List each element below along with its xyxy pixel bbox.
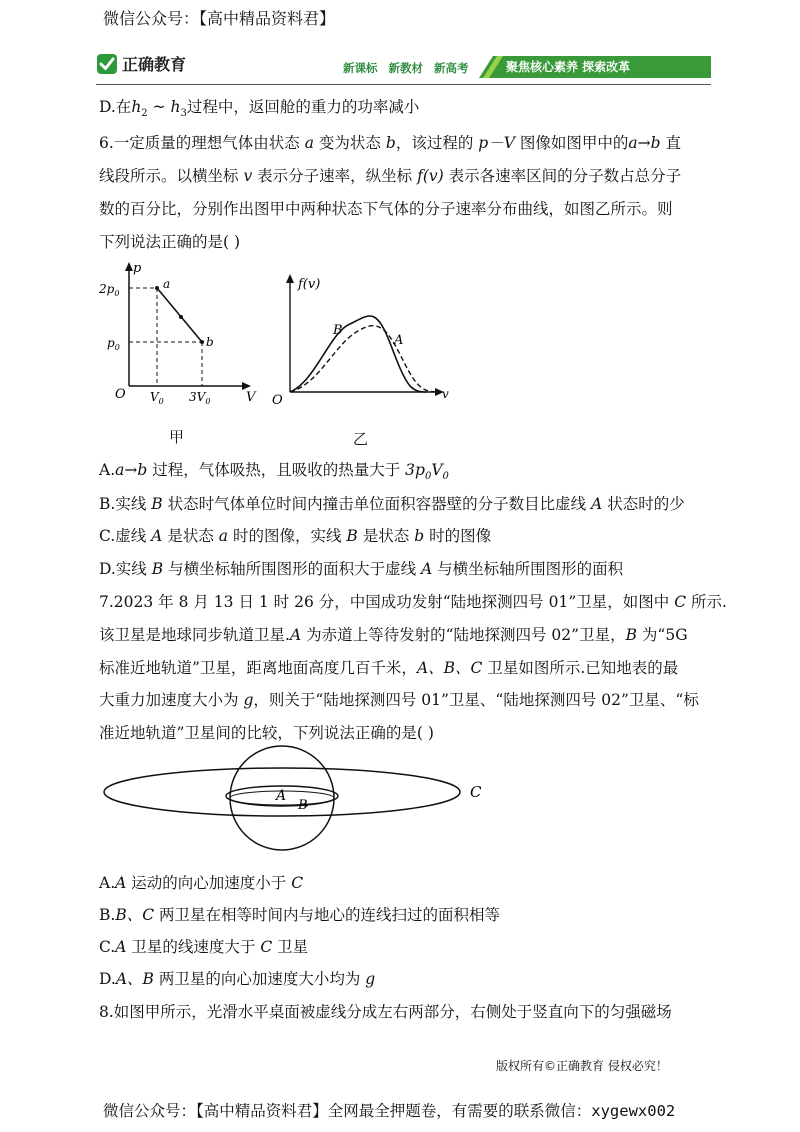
pv-tick-2p0: $2p_0$ [99, 282, 120, 298]
q7-stem-line-5: 准近地轨道”卫星间的比较，下列说法正确的是( ) [99, 724, 434, 742]
fv-y-arrow [286, 274, 294, 283]
q6-stem-line-4: 下列说法正确的是( ) [99, 233, 241, 251]
tag-new-curriculum: 新课标 [343, 61, 378, 75]
fv-origin: O [272, 393, 283, 408]
curve-a-dashed [290, 326, 440, 392]
brand-name: 正确教育 [122, 55, 187, 74]
top-wechat-notice: 微信公众号：【高中精品资料君】 [103, 9, 336, 28]
pv-y-arrow [125, 262, 133, 271]
fig1-caption: 甲 [169, 428, 185, 446]
pv-x-arrow [242, 382, 251, 390]
checkmark-icon [96, 53, 118, 75]
header-banner-text: 聚焦核心素养 探索改革 [506, 60, 631, 74]
q5-option-d: D.在$h_2$ ~ $h_3$过程中，返回舱的重力的功率减小 [99, 98, 420, 120]
q7-stem-line-2: 该卫星是地球同步轨道卫星.A 为赤道上等待发射的“陆地探测四号 02”卫星，B 为“5G [99, 626, 688, 644]
pv-tick-p0: $p_0$ [107, 336, 120, 352]
q6-stem-line-2: 线段所示。以横坐标 v 表示分子速率，纵坐标 f(v) 表示各速率区间的分子数占总分子 [99, 167, 682, 185]
q6-stem-line-1: 6.一定质量的理想气体由状态 a 变为状态 b，该过程的 p－V 图像如图甲中的a→b 直 [99, 134, 681, 152]
curve-b-solid [290, 316, 426, 392]
tag-new-exam: 新高考 [434, 61, 469, 75]
header-tags [343, 60, 476, 76]
wechat-id: xygewx002 [591, 1102, 676, 1120]
pv-midpoint [179, 315, 183, 319]
q7-option-a: A.A 运动的向心加速度小于 C [99, 874, 304, 892]
footer-wechat-notice: 微信公众号：【高中精品资料君】全网最全押题卷，有需要的联系微信：xygewx002 [103, 1102, 676, 1120]
q8-stem-line-1: 8.如图甲所示，光滑水平桌面被虚线分成左右两部分，右侧处于竖直向下的匀强磁场 [99, 1003, 672, 1021]
pv-segment-ab [157, 288, 202, 342]
page-header [96, 48, 711, 84]
q6-stem-line-3: 数的百分比，分别作出图甲中两种状态下气体的分子速率分布曲线，如图乙所示。则 [99, 200, 673, 218]
q7-option-d: D.A、B 两卫星的向心加速度大小均为 g [99, 970, 376, 988]
fv-label-A: A [394, 333, 404, 348]
q6-option-a: A.a→b 过程，气体吸热，且吸收的热量大于 $3p_0V_0$ [99, 461, 449, 483]
tag-new-textbook: 新教材 [388, 61, 424, 75]
fv-x-label: v [442, 387, 449, 401]
q6-option-d: D.实线 B 与横坐标轴所围图形的面积大于虚线 A 与横坐标轴所围图形的面积 [99, 560, 624, 578]
speed-distribution-figure [270, 272, 460, 412]
q7-option-b: B.B、C 两卫星在相等时间内与地心的连线扫过的面积相等 [99, 906, 501, 924]
q6-option-c: C.虚线 A 是状态 a 时的图像，实线 B 是状态 b 时的图像 [99, 527, 492, 545]
header-divider [96, 84, 711, 85]
q6-option-b: B.实线 B 状态时气体单位时间内撞击单位面积容器壁的分子数目比虚线 A 状态时的少 [99, 495, 685, 513]
copyright-notice: 版权所有©正确教育 侵权必究！ [496, 1059, 668, 1073]
pv-tick-3v0: $3V_0$ [189, 390, 211, 406]
brand-logo [96, 52, 186, 75]
q7-stem-line-3: 标准近地轨道”卫星，距离地面高度几百千米，A、B、C 卫星如图所示.已知地表的最 [99, 659, 679, 677]
orbit-label-B: B [298, 798, 308, 813]
orbit-figure [100, 745, 500, 855]
q7-option-c: C.A 卫星的线速度大于 C 卫星 [99, 938, 309, 956]
orbit-label-C: C [470, 783, 482, 801]
pv-point-b [200, 340, 204, 344]
pv-label-b: b [206, 335, 214, 349]
fv-label-B: B [333, 323, 343, 338]
orbit-label-A: A [276, 788, 287, 804]
fig2-caption: 乙 [353, 430, 369, 448]
pv-point-a [155, 286, 159, 290]
pv-origin: O [115, 387, 126, 402]
pv-tick-v0: $V_0$ [150, 390, 164, 406]
q7-stem-line-1: 7.2023 年 8 月 13 日 1 时 26 分，中国成功发射“陆地探测四号 01”卫星，如图中 C 所示. [99, 593, 727, 611]
pv-label-a: a [163, 277, 171, 291]
pv-graph-figure [95, 258, 265, 408]
pv-x-label: V [246, 390, 256, 405]
fv-y-label: f(v) [298, 277, 321, 292]
q7-stem-line-4: 大重力加速度大小为 g，则关于“陆地探测四号 01”卫星、“陆地探测四号 02”卫星、“标 [99, 691, 699, 709]
pv-y-label: p [133, 261, 142, 276]
